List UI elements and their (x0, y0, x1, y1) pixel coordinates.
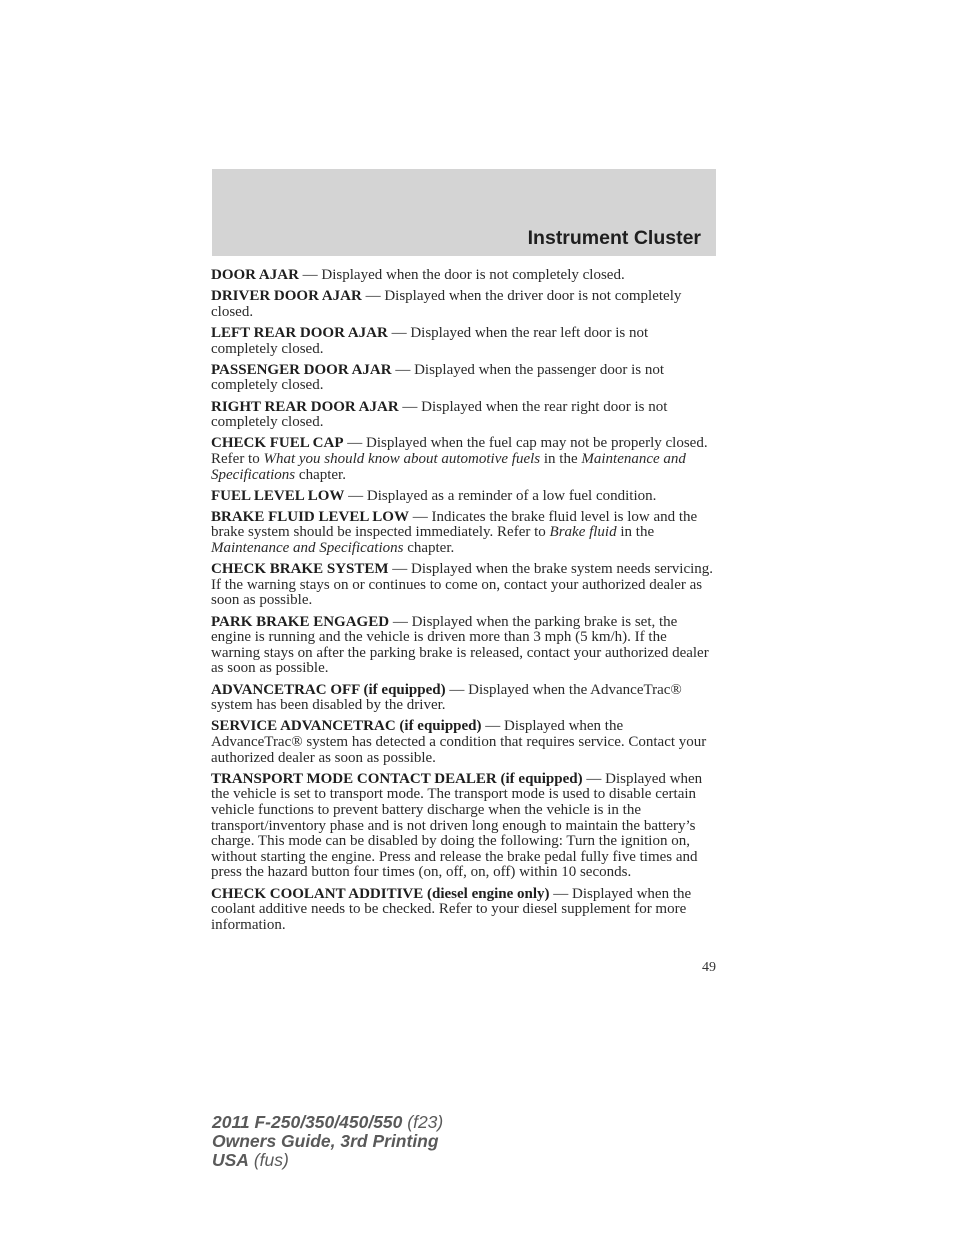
message-term: CHECK BRAKE SYSTEM (211, 561, 389, 578)
message-text: — Displayed when the driver door is not completely closed. (211, 288, 682, 320)
message-entry (211, 268, 716, 284)
message-text: — Displayed when the coolant additive needs to be checked. Refer to your diesel supplement for more information. (211, 885, 692, 933)
message-text: — Indicates the brake fluid level is low and the brake system should be inspected immediately. Refer to (211, 508, 698, 541)
message-entry (211, 887, 716, 934)
message-text: — Displayed when the parking brake is set, the engine is running and the vehicle is driven more than 3 mph (5 km/h). If the warning stays on after the parking brake is released, contact your authorized dealer as soon as possible. (211, 613, 709, 677)
message-term: PASSENGER DOOR AJAR (211, 361, 392, 378)
message-entry (211, 436, 716, 483)
message-text: — Displayed when the brake system needs servicing. If the warning stays on or continues to come on, contact your authorized dealer as soon as possible. (211, 561, 714, 609)
footer-model-line: 2011 F-250/350/450/550 (f23) (212, 1112, 444, 1132)
message-entry (211, 326, 716, 357)
message-term: RIGHT REAR DOOR AJAR (211, 398, 399, 415)
message-text: chapter. (295, 466, 346, 483)
message-entry (211, 772, 716, 881)
section-header (212, 169, 716, 256)
message-text: — Displayed when the AdvanceTrac® system has been disabled by the driver. (211, 681, 682, 714)
message-term: CHECK FUEL CAP (211, 435, 344, 452)
message-entry (211, 683, 716, 714)
message-text: — Displayed as a reminder of a low fuel condition. (344, 487, 657, 504)
message-term: DRIVER DOOR AJAR (211, 288, 362, 305)
page-number: 49 (702, 960, 716, 975)
message-text: — Displayed when the door is not completely closed. (298, 267, 625, 283)
message-text: — Displayed when the vehicle is set to transport mode. The transport mode is used to disable certain vehicle functions to prevent battery discharge when the vehicle is in the transport/inventory phase and is not driven long enough to maintain the battery’s charge. This mode can be disabled by doing the following: Turn the ignition on, without starting the engine. Press and release the brake pedal fully five times and press the hazard button four times (on, off, on, off) within 10 seconds. (211, 770, 703, 881)
message-term: CHECK COOLANT ADDITIVE (diesel engine only) (211, 885, 550, 902)
message-text: — Displayed when the AdvanceTrac® system has detected a condition that requires service. Contact your authorized dealer as soon as possible. (211, 718, 707, 766)
message-entry (211, 719, 716, 766)
message-term: ADVANCETRAC OFF (if equipped) (211, 681, 446, 698)
message-text: — Displayed when the passenger door is not completely closed. (211, 361, 665, 394)
message-term: DOOR AJAR (211, 267, 299, 283)
reference-title: Maintenance and Specifications (211, 540, 404, 557)
message-text: in the (540, 450, 582, 467)
document-footer (212, 1113, 443, 1170)
message-entry (211, 489, 716, 505)
message-term: LEFT REAR DOOR AJAR (211, 324, 388, 341)
message-entry (211, 289, 716, 320)
footer-region-line: USA (fus) (212, 1150, 289, 1170)
warning-messages-list (211, 268, 716, 939)
message-term: SERVICE ADVANCETRAC (if equipped) (211, 718, 482, 735)
reference-title: Brake fluid (549, 524, 617, 541)
reference-title: Maintenance and Specifications (211, 450, 686, 483)
footer-guide-line: Owners Guide, 3rd Printing (212, 1131, 439, 1151)
message-term: TRANSPORT MODE CONTACT DEALER (if equipped) (211, 770, 583, 787)
message-term: FUEL LEVEL LOW (211, 487, 345, 504)
message-term: PARK BRAKE ENGAGED (211, 613, 390, 630)
message-entry (211, 562, 716, 609)
message-term: BRAKE FLUID LEVEL LOW (211, 508, 409, 525)
message-text: — Displayed when the rear right door is not completely closed. (211, 398, 668, 431)
message-text: chapter. (403, 540, 455, 557)
message-entry (211, 615, 716, 677)
message-entry (211, 363, 716, 394)
message-entry (211, 400, 716, 431)
reference-title: What you should know about automotive fuels (263, 450, 541, 467)
message-text: — Displayed when the rear left door is not completely closed. (211, 324, 649, 357)
message-text: in the (616, 524, 655, 541)
message-text: — Displayed when the fuel cap may not be properly closed. Refer to (211, 435, 708, 467)
section-title: Instrument Cluster (527, 227, 701, 249)
message-entry (211, 510, 716, 557)
